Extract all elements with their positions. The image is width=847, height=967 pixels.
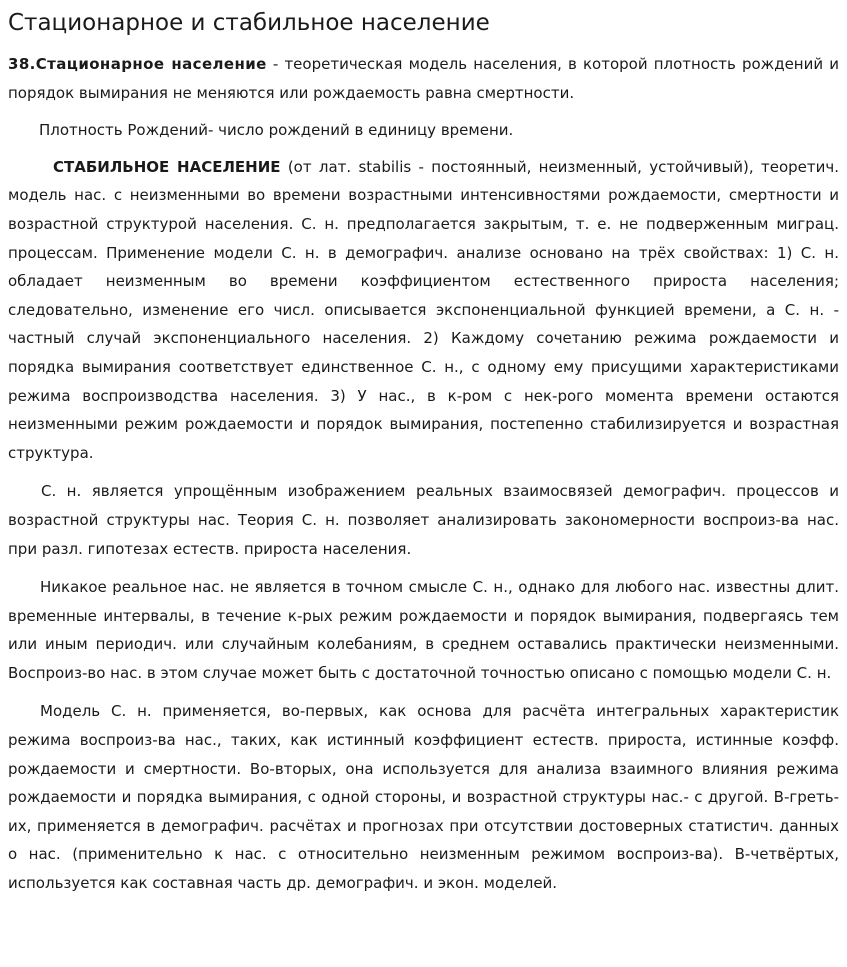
- definition-text: - теоретическая модель населения, в которой плотность рождений и порядок вымирания не меняются или рождаемость равна смертности.: [8, 55, 839, 102]
- stable-population-text: (от лат. stabilis - постоянный, неизменный, устойчивый), теоретич. модель нас. с неизменными во времени возрастными интенсивностями рождаемости, смертности и возрастной структурой населения. С. н. предполагается закрытым, т. е. не подверженным миграц. процессам. Применение модели С. н. в демографич. анализе основано на трёх свойствах: 1) С. н. обладает неизменным во времени коэффициентом естественного прироста населения; следовательно, изменение его числ. описывается экспоненциальной функцией времени, а С. н. - частный случай экспоненциального населения. 2) Каждому сочетанию режима рождаемости и порядка вымирания соответствует единственное С. н., с одному ему присущими характеристиками режима воспроизводства населения. 3) У нас., в к-ром с нек-рого момента времени остаются неизменными режим рождаемости и порядок вымирания, постепенно стабилизируется и возрастная структура.: [8, 157, 839, 462]
- stable-population-term: СТАБИЛЬНОЕ НАСЕЛЕНИЕ: [53, 157, 281, 176]
- real-population-paragraph: Никакое реальное нас. не является в точном смысле С. н., однако для любого нас. известны длит. временные интервалы, в течение к-рых режим рождаемости и порядок вымирания, подвергаясь тем или иным периодич. или случайным колебаниям, в среднем оставались практически неизменными. Воспроиз-во нас. в этом случае может быть с достаточной точностью описано с помощью модели С. н.: [8, 578, 839, 682]
- density-note: Плотность Рождений- число рождений в единицу времени.: [39, 121, 514, 140]
- definition-paragraph: [8, 50, 839, 107]
- page-title: Стационарное и стабильное население: [8, 10, 490, 36]
- model-usage-paragraph: Модель С. н. применяется, во-первых, как основа для расчёта интегральных характеристик режима воспроиз-ва нас., таких, как истинный коэффициент естеств. прироста, истинные коэфф. рождаемости и смертности. Во-вторых, она используется для анализа взаимного влияния режима рождаемости и порядка вымирания, с одной стороны, и возрастной структуры нас.- с другой. В-греть-их, применяется в демографич. расчётах и прогнозах при отсутствии достоверных статистич. данных о нас. (применительно к нас. с относительно неизменным режимом воспроиз-ва). В-четвёртых, используется как составная часть др. демографич. и экон. моделей.: [8, 702, 839, 893]
- simplified-model-paragraph: С. н. является упрощённым изображением реальных взаимосвязей демографич. процессов и возрастной структуры нас. Теория С. н. позволяет анализировать закономерности воспроиз-ва нас. при разл. гипотезах естеств. прироста населения.: [8, 482, 839, 558]
- stable-population-paragraph: [8, 153, 839, 468]
- definition-term: 38.Стационарное население: [8, 55, 267, 73]
